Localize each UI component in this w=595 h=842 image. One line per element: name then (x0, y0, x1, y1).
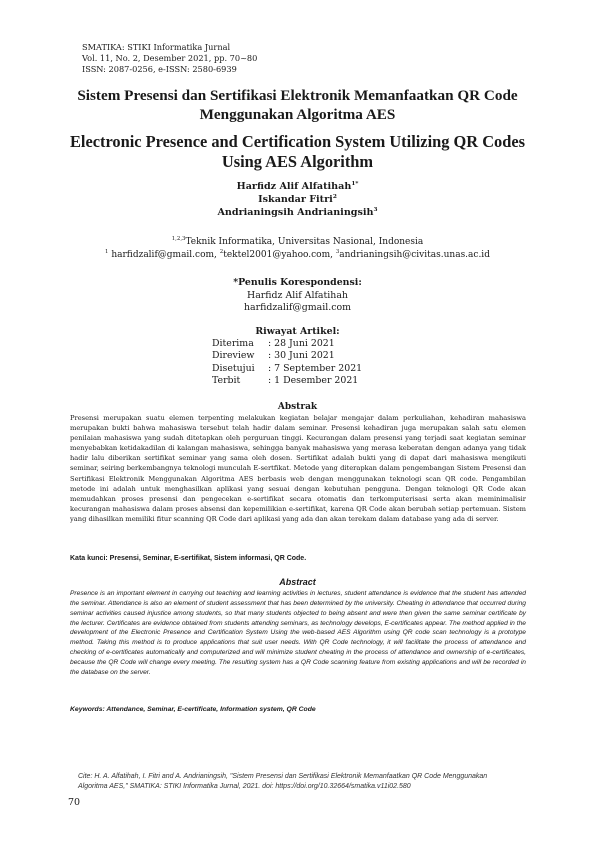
history-row: Direview : 30 Juni 2021 (212, 350, 335, 362)
affiliation-block (0, 236, 595, 262)
history-row: Terbit : 1 Desember 2021 (212, 374, 359, 386)
correspondence-block (0, 277, 595, 315)
abstrak-keywords: Kata kunci: Presensi, Seminar, E-sertifikat, Sistem informasi, QR Code. (70, 555, 307, 562)
author-emails: $^1$ harfidzalif@gmail.com, $^2$tektel2001@yahoo.com, $^3$andrianingsih@civitas.unas.ac.id (105, 249, 490, 260)
correspondence-heading: *Penulis Korespondensi: (233, 277, 362, 288)
abstract-heading: Abstract (279, 577, 316, 587)
history-row: Disetujui : 7 September 2021 (212, 362, 363, 374)
journal-issn: ISSN: 2087-0256, e-ISSN: 2580-6939 (82, 64, 237, 74)
history-row: Diterima : 28 Juni 2021 (212, 338, 335, 349)
author-2: Iskandar Fitri$^2$ (258, 193, 337, 205)
title-english: Electronic Presence and Certification System Utilizing QR Codes Using AES Algorithm (69, 132, 526, 171)
author-list (0, 180, 595, 219)
author-3: Andrianingsih Andrianingsih$^3$ (217, 206, 378, 218)
abstract-keywords: Keywords: Attendance, Seminar, E-certificate, Information system, QR Code (70, 706, 316, 713)
title-indonesian: Sistem Presensi dan Sertifikasi Elektronik Memanfaatkan QR Code Menggunakan Algoritma AES (77, 87, 518, 123)
correspondence-name: Harfidz Alif Alfatihah (247, 289, 348, 301)
affiliation: $^{1,2,3}$Teknik Informatika, Universitas Nasional, Indonesia (171, 236, 424, 247)
citation: Cite: H. A. Alfatihah, I. Fitri and A. Andrianingsih, "Sistem Presensi dan Sertifikasi Elektronik Memanfaatkan QR Code Menggunakan Algoritma AES," SMATIKA: STIKI Informatika Jurnal, 2021. doi: https://doi.org/10.32664/smatika.v11i02.580 (78, 773, 488, 790)
abstrak-text: Presensi merupakan suatu elemen terpenting melakukan kegiatan belajar mengajar dalam perkuliahan, kehadiran mahasiswa merupakan bukti bahwa mahasiswa tersebut telah hadir dalam seminar. Presensi kehadiran juga merupakan salah satu elemen penilaian mahasiswa yang sudah ditetapkan oleh perguruan tinggi. Kecurangan dalam presensi yang terjadi saat kegiatan seminar menyebabkan ketidakadilan di kalangan mahasiswa, sehingga banyak mahasiswa yang merasa keberatan dengan adanya yang tidak hadir lalu diberikan sertifikat seminar yang sama oleh dosen. Sertifikat adalah bukti yang di dapat dari mahasiswa mengikuti seminar, seiring berkembangnya teknologi munculah E-sertfikat. Metode yang diterapkan dalam pengembangan Sistem Presensi dan Sertifikasi Elektronik Menggunakan Algoritma AES berbasis web dengan menggunakan teknologi scan QR code. Pengambilan metode ini adalah untuk menghasilkan aplikasi yang sesuai dengan kebutuhan pengguna. Dengan teknologi QR Code akan memudahkan proses presensi dan pengecekan e-sertifikat secara otomatis dan terkomputerisasi serta akan meminimalisir kecurangan mahasiswa dalam proses absensi dan kepemilikian e-sertifikat, karena QR Code akan berubah setiap pertemuan. Sistem yang dihasilkan memiliki fitur scanning QR Code dari aplikasi yang ada dan akan terekam dalam database yang ada di server. (70, 414, 526, 523)
journal-name: SMATIKA: STIKI Informatika Jurnal (82, 42, 231, 52)
correspondence-email: harfidzalif@gmail.com (244, 302, 351, 313)
journal-header (82, 42, 257, 75)
abstract-text: Presence is an important element in carrying out teaching and learning activities in lectures, student attendance is evidence that the student has attended the seminar. Attendance is also an element of student assessment that has been determined by the university. Cheating in attendance that occurred during seminar activities caused injustice among students, so that many students objected to being absent and were then given the same seminar certificate by the lecturer. Certificates are evidence obtained from students attending seminars, as technology develops, E-certificates appear. The method applied in the development of the Electronic Presence and Certification System Using the web-based AES Algorithm using QR code scan technology is a prototype method. Taking this method is to produce applications that suit user needs. With QR Code technology, it will facilitate the process of attendance and checking of e-certificates automatically and computerized and will minimize student cheating in the process of attendance and ownership of e-certificates, because the QR Code will change every meeting. The resulting system has a QR Code scanning feature from existing applications and will be recorded in the database on the server. (70, 590, 526, 676)
author-1: Harfidz Alif Alfatihah$^{1*}$ (236, 180, 359, 192)
article-history (212, 338, 362, 387)
history-heading: Riwayat Artikel: (255, 326, 340, 337)
journal-volume: Vol. 11, No. 2, Desember 2021, pp. 70~80 (82, 53, 258, 63)
abstrak-heading: Abstrak (277, 402, 318, 412)
page-number: 70 (68, 797, 81, 808)
